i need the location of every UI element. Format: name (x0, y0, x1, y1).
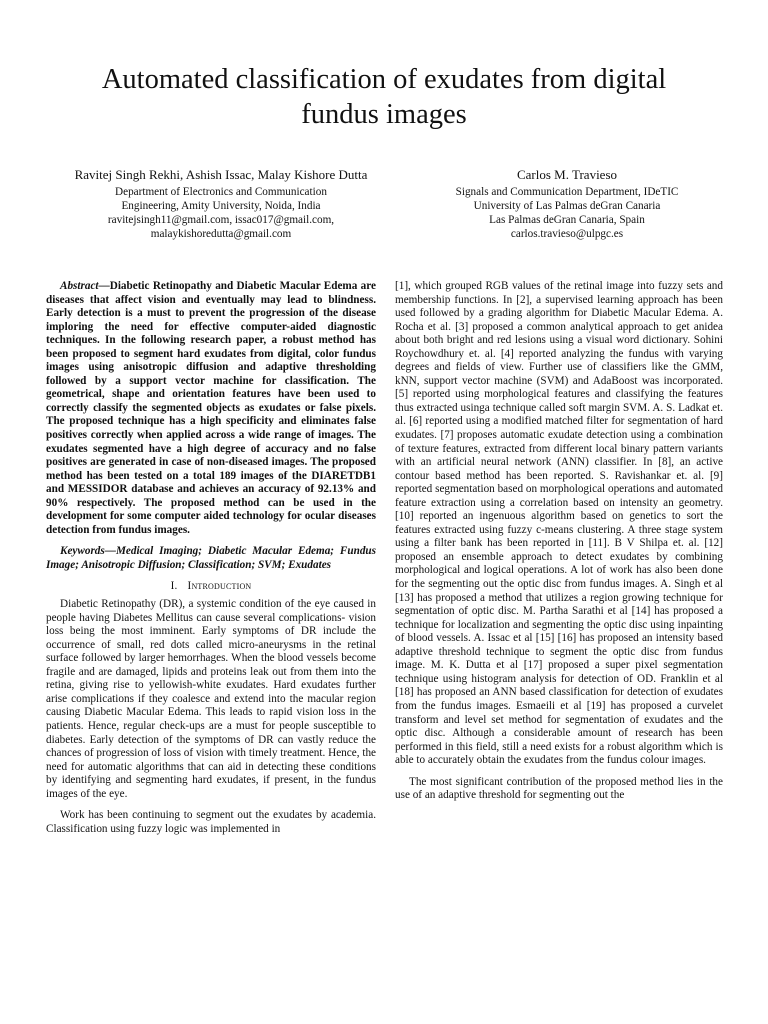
section-number: I. (170, 580, 178, 593)
body-paragraph: [1], which grouped RGB values of the retinal image into fuzzy sets and membership functions. In [2], a supervised learning approach has been used followed by a grading algorithm for Diabetic Macular Edema. A. Rocha et al. [3] proposed a common analytical approach to get anidea about both bright and red lesions using a visual word dictionary. Sohini Roychowdhury et. al. [4] reported analyzing the fundus with varying degrees and fields of view. Further use of classifiers like the GMM, kNN, support vector machine (SVM) and AdaBoost was incorporated. [5] reported using morphological features and classifying the features thus extracted usinga technique called soft margin SVM. A. S. Ladkat et. al. [6] reported using a modified matched filter for segmentation of hard exudates. [7] proposes automatic exudate detection using a combination of texture features, extracted from different local binary pattern variants with an artificial neural network (ANN) classifier. In [8], an active contour based method has been reported. S. Ravishankar et. al. [9] reported segmentation based on morphological operations and automated feature extraction using a correlation based on intensity an geometry. [10] reported an ingenuous algorithm based on genetics to sort the features extracted using fuzzy c-means clustering. A three stage system using a filter bank has been reported in [11]. B V Shilpa et. al. [12] proposed an ensemble approach to detect exudates by combining morphological and logical operations. A lot of work has also been done for the segmenting out the optic disc from fundus images. A. Singh et al [13] has proposed a method that utilizes a region growing technique for segmentation of optic disc. M. Partha Sarathi et al [14] has proposed a technique for localization and segmenting the optic disc using inpainting of blood vessels. A. Issac et al [15] [16] has proposed an intensity based adaptive threshold technique to segment the optic disc from fundus image. M. K. Dutta et al [17] proposed a super pixel segmentation technique using histogram analysis for detection of OD. Franklin et al [18] has proposed an ANN based classification for detection of exudates from the fundus images. Esmaeili et al [19] has proposed a curvelet transform and level set method for segmentation of exudates and the optic disc. Although a considerable amount of research has been performed in this field, still a need exists for a robust algorithm which is able to accurately obtain the exudates from the fundus colour images. (395, 280, 723, 767)
author-email: carlos.travieso@ulpgc.es (510, 228, 624, 241)
author-affiliation: Engineering, Amity University, Noida, India (121, 199, 321, 212)
author-block-right (398, 167, 736, 241)
author-names: Carlos M. Travieso (516, 167, 618, 182)
abstract-dash: — (98, 280, 110, 292)
keywords: Keywords—Medical Imaging; Diabetic Macular Edema; Fundus Image; Anisotropic Diffusion; Classification; SVM; Exudates (46, 545, 376, 571)
author-affiliation: Signals and Communication Department, IDeTIC (455, 185, 679, 198)
left-column (46, 280, 376, 844)
section-heading (46, 580, 376, 594)
author-affiliation: Department of Electronics and Communication (115, 185, 327, 198)
author-block-left (52, 167, 390, 241)
abstract-text: Diabetic Retinopathy and Diabetic Macular Edema are diseases that affect vision and eventually may lead to blindness. Early detection is a must to prevent the progression of the disease imploring the need for effective computer-aided diagnostic techniques. In the following research paper, a robust method has been proposed to segment hard exudates from digital, color fundus images using anisotropic diffusion and adaptive thresholding followed by a support vector machine for classification. The geometrical, shape and orientation features have been used to correctly classify the segmented objects as exudates or false pixels. The proposed technique has a high specificity and eliminates false positives correctly when applied across a wide range of images. The exudates segmented have a high degree of accuracy and no false positives are generated in case of non-diseased images. The proposed method has been tested on a total 189 images of the DIARETDB1 and MESSIDOR database and achieves an accuracy of 92.13% and 90% respectively. The proposed method can be used in the development for some computer aided technology for ocular diseases detection from fundus images. (46, 280, 376, 536)
abstract (46, 280, 376, 537)
abstract-lead: Abstract (60, 280, 99, 292)
author-affiliation: University of Las Palmas deGran Canaria (473, 199, 661, 212)
body-paragraph: Diabetic Retinopathy (DR), a systemic condition of the eye caused in people having Diabetes Mellitus can cause several complications- vision loss being the most imminent. Early symptoms of DR include the occurrence of small, red dots called micro-aneurysms in the retinal surface followed by larger hemorrhages. When the blood vessels become fragile and are damaged, lipids and proteins leak out from them into the retina, giving rise to yellowish-white exudates. Hard exudates further arise complications if they coalesce and extend into the macular region causing Diabetic Macular Edema. This leads to rapid vision loss in the patients. Hence, regular check-ups are a must for people susceptible to diabetes. Early detection of the symptoms of DR can vastly reduce the chances of progression of loss of vision with timely treatment. Hence, the need for automatic algorithms that can aid in detecting these conditions by identifying and segmenting hard exudates, if present, in the fundus images of the eye. (46, 598, 376, 800)
author-names: Ravitej Singh Rekhi, Ashish Issac, Malay Kishore Dutta (74, 167, 368, 182)
author-email: malaykishoredutta@gmail.com (150, 228, 292, 241)
body-paragraph: Work has been continuing to segment out the exudates by academia. Classification using fuzzy logic was implemented in (46, 809, 376, 835)
author-email: ravitejsingh11@gmail.com, issac017@gmail.com, (107, 213, 335, 226)
author-affiliation: Las Palmas deGran Canaria, Spain (489, 213, 645, 226)
right-column (395, 280, 723, 811)
paper-title: Automated classification of exudates from digital fundus images (101, 64, 667, 130)
body-paragraph: The most significant contribution of the proposed method lies in the use of an adaptive threshold for segmenting out the (395, 775, 723, 802)
section-title: Introduction (187, 580, 252, 593)
